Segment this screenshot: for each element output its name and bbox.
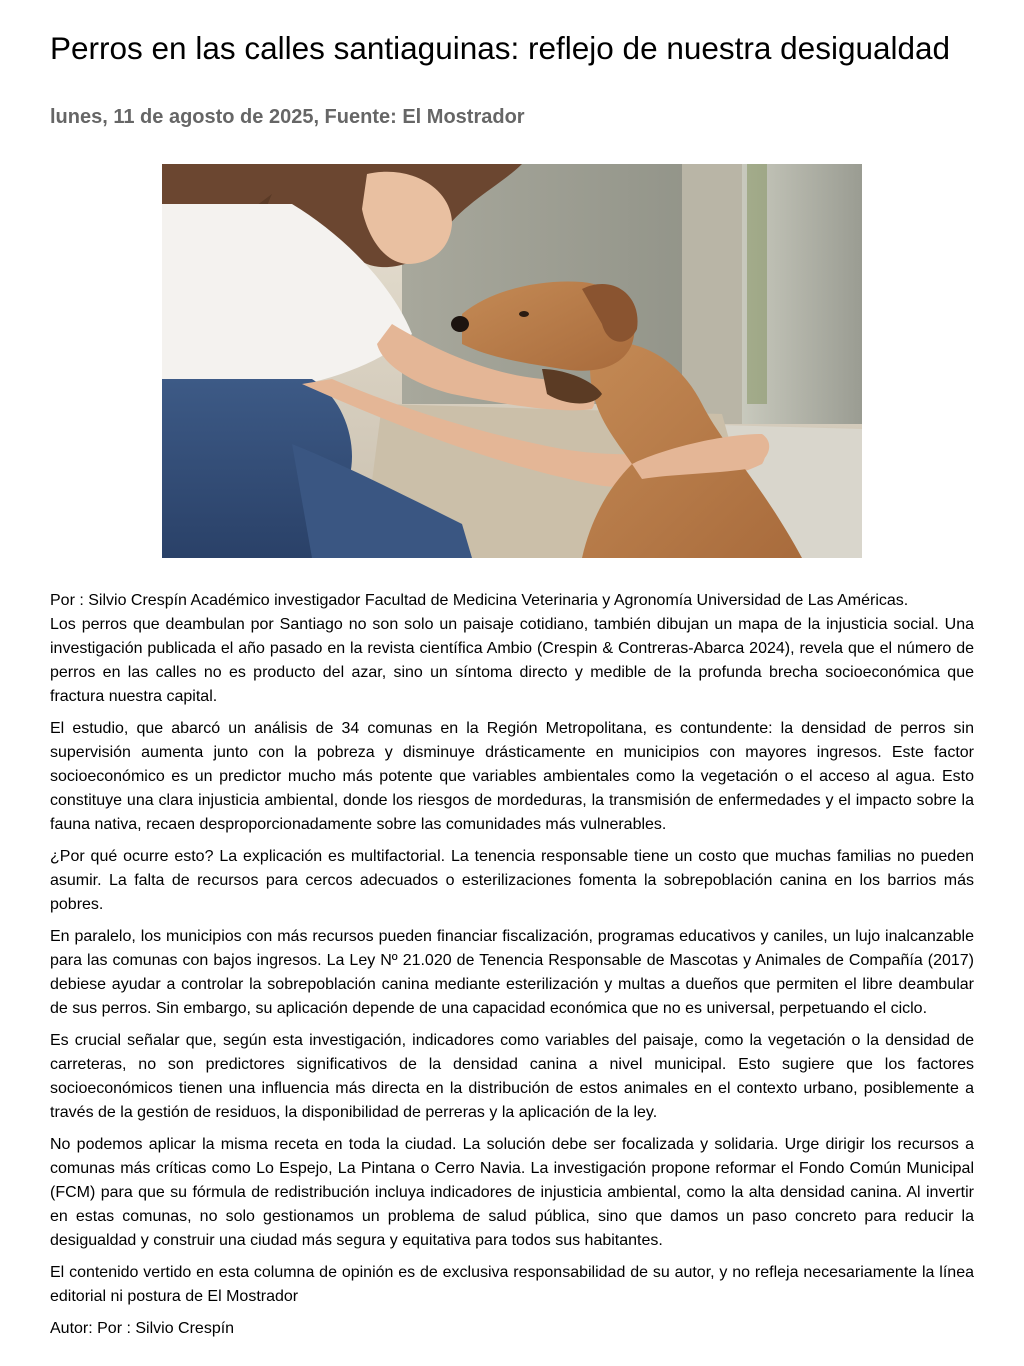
article-byline: Por : Silvio Crespín Académico investigador Facultad de Medicina Veterinaria y Agronomía Universidad de Las Américas. — [50, 592, 909, 609]
article-disclaimer: El contenido vertido en esta columna de opinión es de exclusiva responsabilidad de su autor, y no refleja necesariamente la línea editorial ni postura de El Mostrador — [50, 1264, 974, 1305]
article-paragraph: ¿Por qué ocurre esto? La explicación es multifactorial. La tenencia responsable tiene un costo que muchas familias no pueden asumir. La falta de recursos para cercos adecuados o esterilizaciones fomenta la sobrepoblación canina en los barrios más pobres. — [50, 848, 974, 913]
article-paragraph: No podemos aplicar la misma receta en toda la ciudad. La solución debe ser focalizada y solidaria. Urge dirigir los recursos a comunas más críticas como Lo Espejo, La Pintana o Cerro Navia. La investigación propone reformar el Fondo Común Municipal (FCM) para que su fórmula de redistribución incluya indicadores de injusticia ambiental, como la alta densidad canina. Al invertir en estas comunas, no solo gestionamos un problema de salud pública, sino que damos un paso concreto para reducir la desigualdad y construir una ciudad más segura y equitativa para todos sus habitantes. — [50, 1136, 974, 1249]
article-author: Autor: Por : Silvio Crespín — [50, 1320, 235, 1337]
article-body — [50, 589, 974, 1349]
article-paragraph: Los perros que deambulan por Santiago no son solo un paisaje cotidiano, también dibujan un mapa de la injusticia social. Una investigación publicada el año pasado en la revista científica Ambio (Crespin & Contreras-Abarca 2024), revela que el número de perros en las calles no es producto del azar, sino un síntoma directo y medible de la profunda brecha socioeconómica que fractura nuestra capital. — [50, 616, 974, 705]
article-paragraph: En paralelo, los municipios con más recursos pueden financiar fiscalización, programas educativos y caniles, un lujo inalcanzable para las comunas con bajos ingresos. La Ley Nº 21.020 de Tenencia Responsable de Mascotas y Animales de Compañía (2017) debiese ayudar a controlar la sobrepoblación canina mediante esterilización y multas a dueños que permiten el libre deambular de sus perros. Sin embargo, su aplicación depende de una capacidad económica que no es universal, perpetuando el ciclo. — [50, 928, 974, 1017]
article-paragraph: Es crucial señalar que, según esta investigación, indicadores como variables del paisaje, como la vegetación o la densidad de carreteras, no son predictores significativos de la densidad canina a nivel municipal. Esto sugiere que los factores socioeconómicos tienen una influencia más directa en la distribución de estos animales en el contexto urbano, posiblemente a través de la gestión de residuos, la disponibilidad de perreras y la aplicación de la ley. — [50, 1032, 974, 1121]
article-paragraph: El estudio, que abarcó un análisis de 34 comunas en la Región Metropolitana, es contundente: la densidad de perros sin supervisión aumenta junto con la pobreza y disminuye drásticamente en municipios con mayores ingresos. Este factor socioeconómico es un predictor mucho más potente que variables ambientales como la vegetación o el acceso al agua. Esto constituye una clara injusticia ambiental, donde los riesgos de mordeduras, la transmisión de enfermedades y el impacto sobre la fauna nativa, recaen desproporcionadamente sobre las comunidades más vulnerables. — [50, 720, 974, 833]
article-title: Perros en las calles santiaguinas: reflejo de nuestra desigualdad — [50, 30, 951, 66]
article-photo — [162, 164, 862, 558]
article-dateline: lunes, 11 de agosto de 2025, Fuente: El Mostrador — [50, 106, 525, 128]
